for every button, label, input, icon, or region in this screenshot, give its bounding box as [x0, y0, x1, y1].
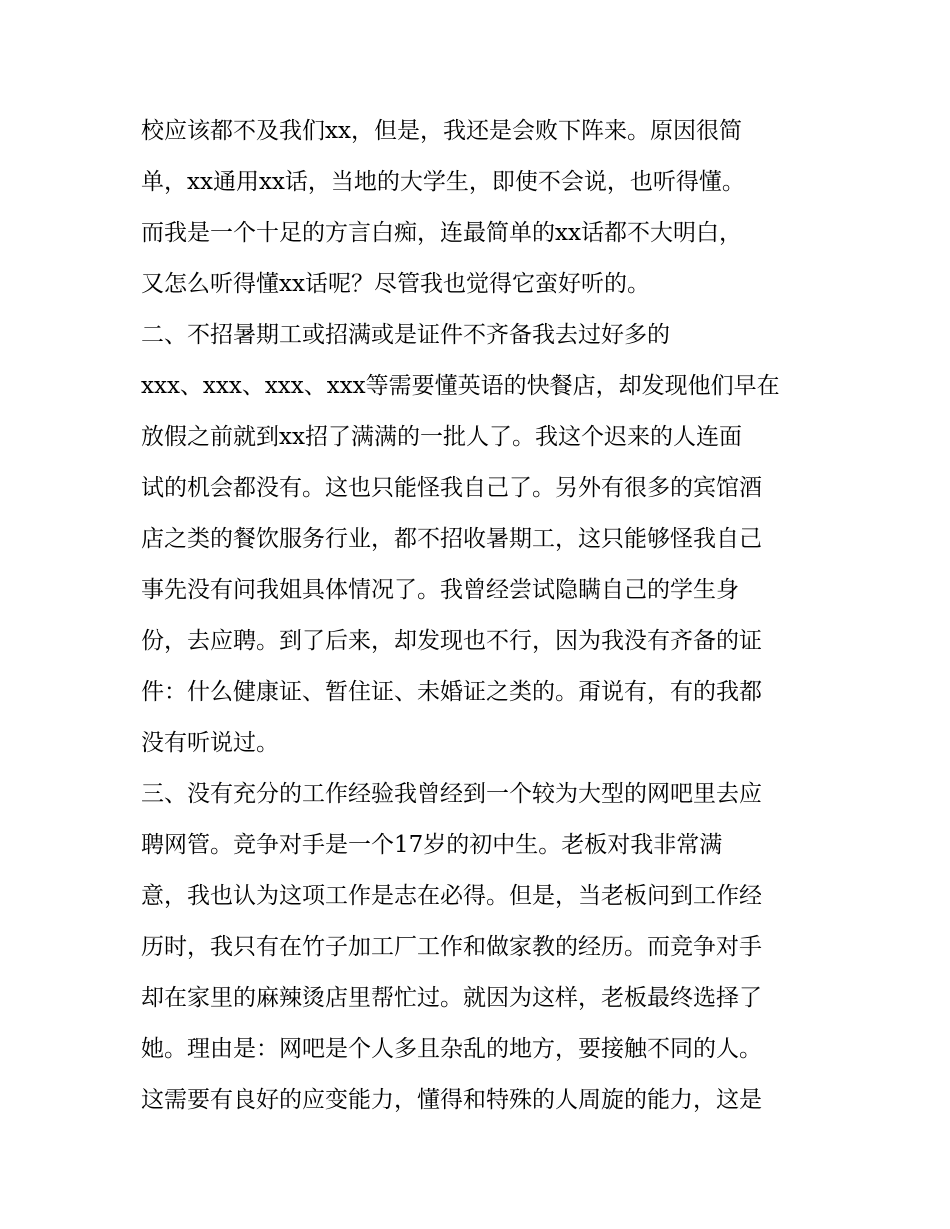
text-line: xxx、xxx、xxx、xxx等需要懂英语的快餐店，却发现他们早在 [141, 373, 780, 399]
text-line: 又怎么听得懂xx话呢？尽管我也觉得它蛮好听的。 [141, 271, 650, 297]
text-line: 单，xx通用xx话，当地的大学生，即使不会说，也听得懂。 [141, 169, 745, 195]
text-line: 件：什么健康证、暂住证、未婚证之类的。甭说有，有的我都 [141, 679, 762, 705]
text-line: 这需要有良好的应变能力，懂得和特殊的人周旋的能力，这是 [141, 1087, 762, 1113]
text-line: 份，去应聘。到了后来，却发现也不行，因为我没有齐备的证 [141, 628, 762, 654]
text-line: 聘网管。竞争对手是一个17岁的初中生。老板对我非常满 [141, 832, 723, 858]
text-line: 她。理由是：网吧是个人多且杂乱的地方，要接触不同的人。 [141, 1036, 762, 1062]
text-line: 却在家里的麻辣烫店里帮忙过。就因为这样，老板最终选择了 [141, 985, 762, 1011]
text-line: 历时，我只有在竹子加工厂工作和做家教的经历。而竞争对手 [141, 934, 762, 960]
text-line: 店之类的餐饮服务行业，都不招收暑期工，这只能够怪我自己 [141, 526, 762, 552]
text-line: 试的机会都没有。这也只能怪我自己了。另外有很多的宾馆酒 [141, 475, 762, 501]
section-heading-line: 三、没有充分的工作经验我曾经到一个较为大型的网吧里去应 [141, 781, 762, 807]
section-heading-line: 二、不招暑期工或招满或是证件不齐备我去过好多的 [141, 322, 670, 348]
text-line: 没有听说过。 [141, 730, 279, 756]
text-line: 而我是一个十足的方言白痴，连最简单的xx话都不大明白， [141, 220, 742, 246]
body-text [141, 106, 821, 1126]
text-line: 校应该都不及我们xx，但是，我还是会败下阵来。原因很简 [141, 118, 742, 144]
text-line: 放假之前就到xx招了满满的一批人了。我这个迟来的人连面 [141, 424, 742, 450]
text-line: 事先没有问我姐具体情况了。我曾经尝试隐瞒自己的学生身 [141, 577, 739, 603]
text-line: 意，我也认为这项工作是志在必得。但是，当老板问到工作经 [141, 883, 762, 909]
